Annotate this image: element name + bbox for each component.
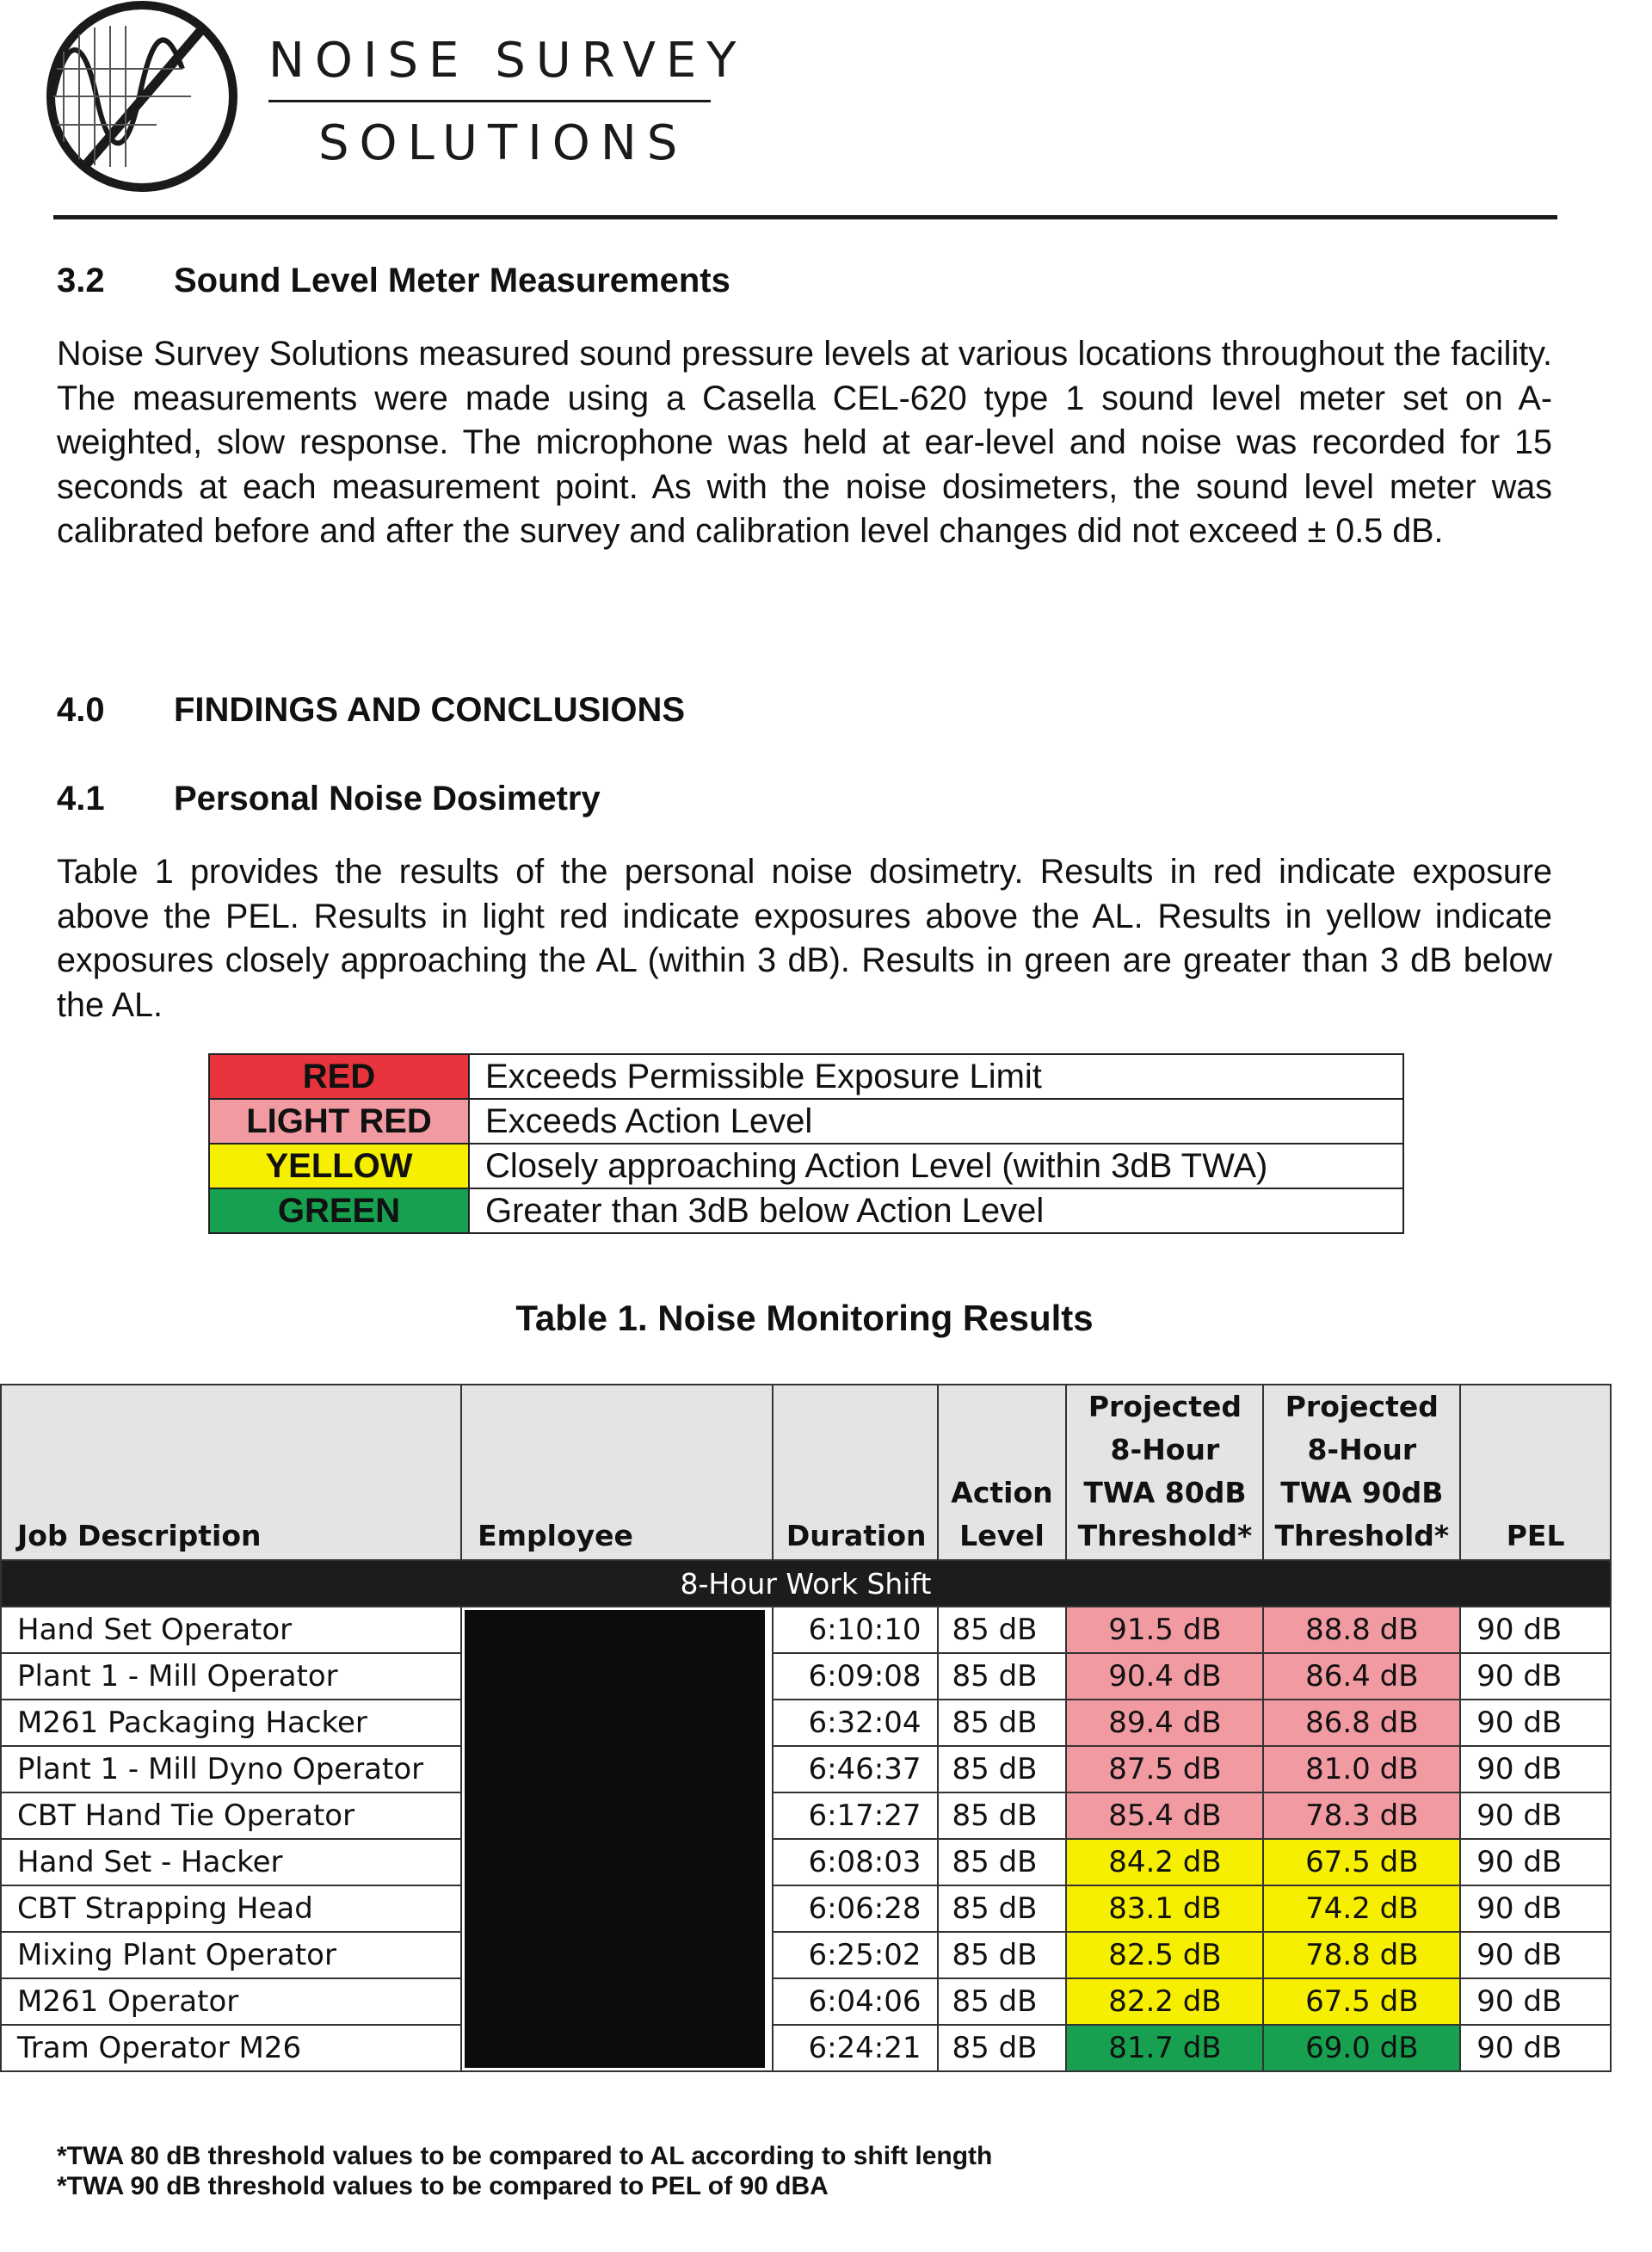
cell-twa90: 67.5 dB [1263, 1978, 1460, 2025]
cell-twa80: 87.5 dB [1066, 1746, 1263, 1792]
brand-name-line2: SOLUTIONS [318, 115, 688, 171]
cell-pel: 90 dB [1460, 1885, 1611, 1932]
col-header-pel: PEL [1460, 1385, 1611, 1560]
table-row [1, 2025, 1611, 2071]
section-number: 4.1 [57, 780, 105, 818]
cell-pel: 90 dB [1460, 1792, 1611, 1839]
cell-twa90: 67.5 dB [1263, 1839, 1460, 1885]
section-number: 3.2 [57, 262, 105, 299]
header-rule [53, 215, 1557, 219]
section-4-0-heading [57, 691, 685, 730]
section-4-1-body: Table 1 provides the results of the personal noise dosimetry. Results in red indicate exposure above the PEL. Results in light red indicate exposures above the AL. Results in yellow indicate exposures closely approaching the AL (within 3 dB). Results in green are greater than 3 dB below the AL. [57, 853, 1552, 1024]
cell-twa80: 83.1 dB [1066, 1885, 1263, 1932]
cell-twa80: 91.5 dB [1066, 1607, 1263, 1653]
section-4-1-heading [57, 780, 601, 818]
table-row [1, 1932, 1611, 1978]
cell-twa80: 89.4 dB [1066, 1700, 1263, 1746]
cell-twa90: 86.4 dB [1263, 1653, 1460, 1700]
cell-twa90: 86.8 dB [1263, 1700, 1460, 1746]
legend-swatch: GREEN [209, 1188, 469, 1233]
legend-description: Closely approaching Action Level (within 3dB TWA) [469, 1144, 1403, 1188]
cell-duration: 6:17:27 [773, 1792, 938, 1839]
cell-pel: 90 dB [1460, 2025, 1611, 2071]
legend-swatch: RED [209, 1054, 469, 1099]
cell-duration: 6:32:04 [773, 1700, 938, 1746]
cell-duration: 6:10:10 [773, 1607, 938, 1653]
table-row [1, 1978, 1611, 2025]
table-row [1, 1885, 1611, 1932]
section-3-2-heading [57, 262, 730, 300]
cell-duration: 6:08:03 [773, 1839, 938, 1885]
cell-pel: 90 dB [1460, 1653, 1611, 1700]
legend-description: Greater than 3dB below Action Level [469, 1188, 1403, 1233]
cell-job-description: Plant 1 - Mill Operator [1, 1653, 461, 1700]
cell-action-level: 85 dB [938, 1653, 1067, 1700]
cell-job-description: Tram Operator M26 [1, 2025, 461, 2071]
table-header-row [1, 1385, 1611, 1560]
header-line: Threshold* [1077, 1519, 1253, 1552]
legend-row [209, 1188, 1403, 1233]
cell-duration: 6:46:37 [773, 1746, 938, 1792]
header-line: Level [959, 1519, 1045, 1552]
header-line: 8-Hour [1110, 1433, 1220, 1466]
cell-twa90: 74.2 dB [1263, 1885, 1460, 1932]
header-line: 8-Hour [1307, 1433, 1417, 1466]
cell-pel: 90 dB [1460, 1839, 1611, 1885]
cell-action-level: 85 dB [938, 1978, 1067, 2025]
col-header-action-level [938, 1385, 1067, 1560]
cell-action-level: 85 dB [938, 1607, 1067, 1653]
cell-duration: 6:09:08 [773, 1653, 938, 1700]
col-header-employee: Employee [461, 1385, 773, 1560]
header-line: Action [951, 1476, 1053, 1509]
cell-twa80: 81.7 dB [1066, 2025, 1263, 2071]
footnote-twa90: *TWA 90 dB threshold values to be compared to PEL of 90 dBA [57, 2172, 829, 2200]
table-title: Table 1. Noise Monitoring Results [515, 1298, 1094, 1338]
cell-twa80: 84.2 dB [1066, 1839, 1263, 1885]
table-row [1, 1653, 1611, 1700]
cell-twa80: 90.4 dB [1066, 1653, 1263, 1700]
redaction-block [465, 1610, 765, 2068]
cell-pel: 90 dB [1460, 1978, 1611, 2025]
cell-twa80: 82.5 dB [1066, 1932, 1263, 1978]
cell-pel: 90 dB [1460, 1932, 1611, 1978]
cell-job-description: CBT Strapping Head [1, 1885, 461, 1932]
cell-twa90: 78.3 dB [1263, 1792, 1460, 1839]
cell-twa80: 82.2 dB [1066, 1978, 1263, 2025]
cell-job-description: Hand Set Operator [1, 1607, 461, 1653]
section-title: FINDINGS AND CONCLUSIONS [174, 691, 686, 729]
cell-duration: 6:06:28 [773, 1885, 938, 1932]
cell-job-description: CBT Hand Tie Operator [1, 1792, 461, 1839]
cell-twa80: 85.4 dB [1066, 1792, 1263, 1839]
cell-twa90: 78.8 dB [1263, 1932, 1460, 1978]
legend-description: Exceeds Action Level [469, 1099, 1403, 1144]
section-number: 4.0 [57, 691, 105, 729]
legend-swatch: YELLOW [209, 1144, 469, 1188]
brand-divider [268, 100, 711, 102]
cell-job-description: Hand Set - Hacker [1, 1839, 461, 1885]
header-line: TWA 80dB [1083, 1476, 1247, 1509]
cell-action-level: 85 dB [938, 1700, 1067, 1746]
col-header-twa80 [1066, 1385, 1263, 1560]
shift-band-label: 8-Hour Work Shift [1, 1560, 1611, 1607]
cell-action-level: 85 dB [938, 2025, 1067, 2071]
cell-job-description: Plant 1 - Mill Dyno Operator [1, 1746, 461, 1792]
table-row [1, 1839, 1611, 1885]
col-header-twa90 [1263, 1385, 1460, 1560]
cell-twa90: 69.0 dB [1263, 2025, 1460, 2071]
cell-job-description: Mixing Plant Operator [1, 1932, 461, 1978]
shift-band-row [1, 1560, 1611, 1607]
brand-name-line1: NOISE SURVEY [268, 33, 747, 89]
cell-duration: 6:04:06 [773, 1978, 938, 2025]
legend-swatch: LIGHT RED [209, 1099, 469, 1144]
header-line: Threshold* [1274, 1519, 1450, 1552]
cell-duration: 6:24:21 [773, 2025, 938, 2071]
cell-pel: 90 dB [1460, 1746, 1611, 1792]
header-line: Projected [1088, 1390, 1242, 1423]
cell-employee-redacted [461, 1607, 773, 2071]
cell-action-level: 85 dB [938, 1746, 1067, 1792]
table-row [1, 1700, 1611, 1746]
footnote-twa80: *TWA 80 dB threshold values to be compared to AL according to shift length [57, 2142, 993, 2170]
color-legend [208, 1053, 1404, 1234]
cell-action-level: 85 dB [938, 1932, 1067, 1978]
section-title: Sound Level Meter Measurements [174, 262, 730, 299]
cell-action-level: 85 dB [938, 1885, 1067, 1932]
noise-results-table [0, 1384, 1612, 2072]
table-row [1, 1607, 1611, 1653]
cell-duration: 6:25:02 [773, 1932, 938, 1978]
table-row [1, 1746, 1611, 1792]
section-3-2-body: Noise Survey Solutions measured sound pressure levels at various locations throughout the facility. The measurements were made using a Casella CEL-620 type 1 sound level meter set on A-weighted, slow response. The microphone was held at ear-level and noise was recorded for 15 seconds at each measurement point. As with the noise dosimeters, the sound level meter was calibrated before and after the survey and calibration level changes did not exceed ± 0.5 dB. [57, 335, 1552, 550]
cell-pel: 90 dB [1460, 1607, 1611, 1653]
cell-twa90: 88.8 dB [1263, 1607, 1460, 1653]
section-title: Personal Noise Dosimetry [174, 780, 601, 818]
cell-pel: 90 dB [1460, 1700, 1611, 1746]
noise-survey-logo [45, 0, 243, 194]
table-row [1, 1792, 1611, 1839]
cell-job-description: M261 Operator [1, 1978, 461, 2025]
header-line: TWA 90dB [1280, 1476, 1444, 1509]
cell-action-level: 85 dB [938, 1792, 1067, 1839]
cell-twa90: 81.0 dB [1263, 1746, 1460, 1792]
cell-job-description: M261 Packaging Hacker [1, 1700, 461, 1746]
legend-row [209, 1099, 1403, 1144]
col-header-duration: Duration [773, 1385, 938, 1560]
cell-action-level: 85 dB [938, 1839, 1067, 1885]
legend-row [209, 1054, 1403, 1099]
col-header-job: Job Description [1, 1385, 461, 1560]
header-line: Projected [1285, 1390, 1439, 1423]
legend-description: Exceeds Permissible Exposure Limit [469, 1054, 1403, 1099]
legend-row [209, 1144, 1403, 1188]
